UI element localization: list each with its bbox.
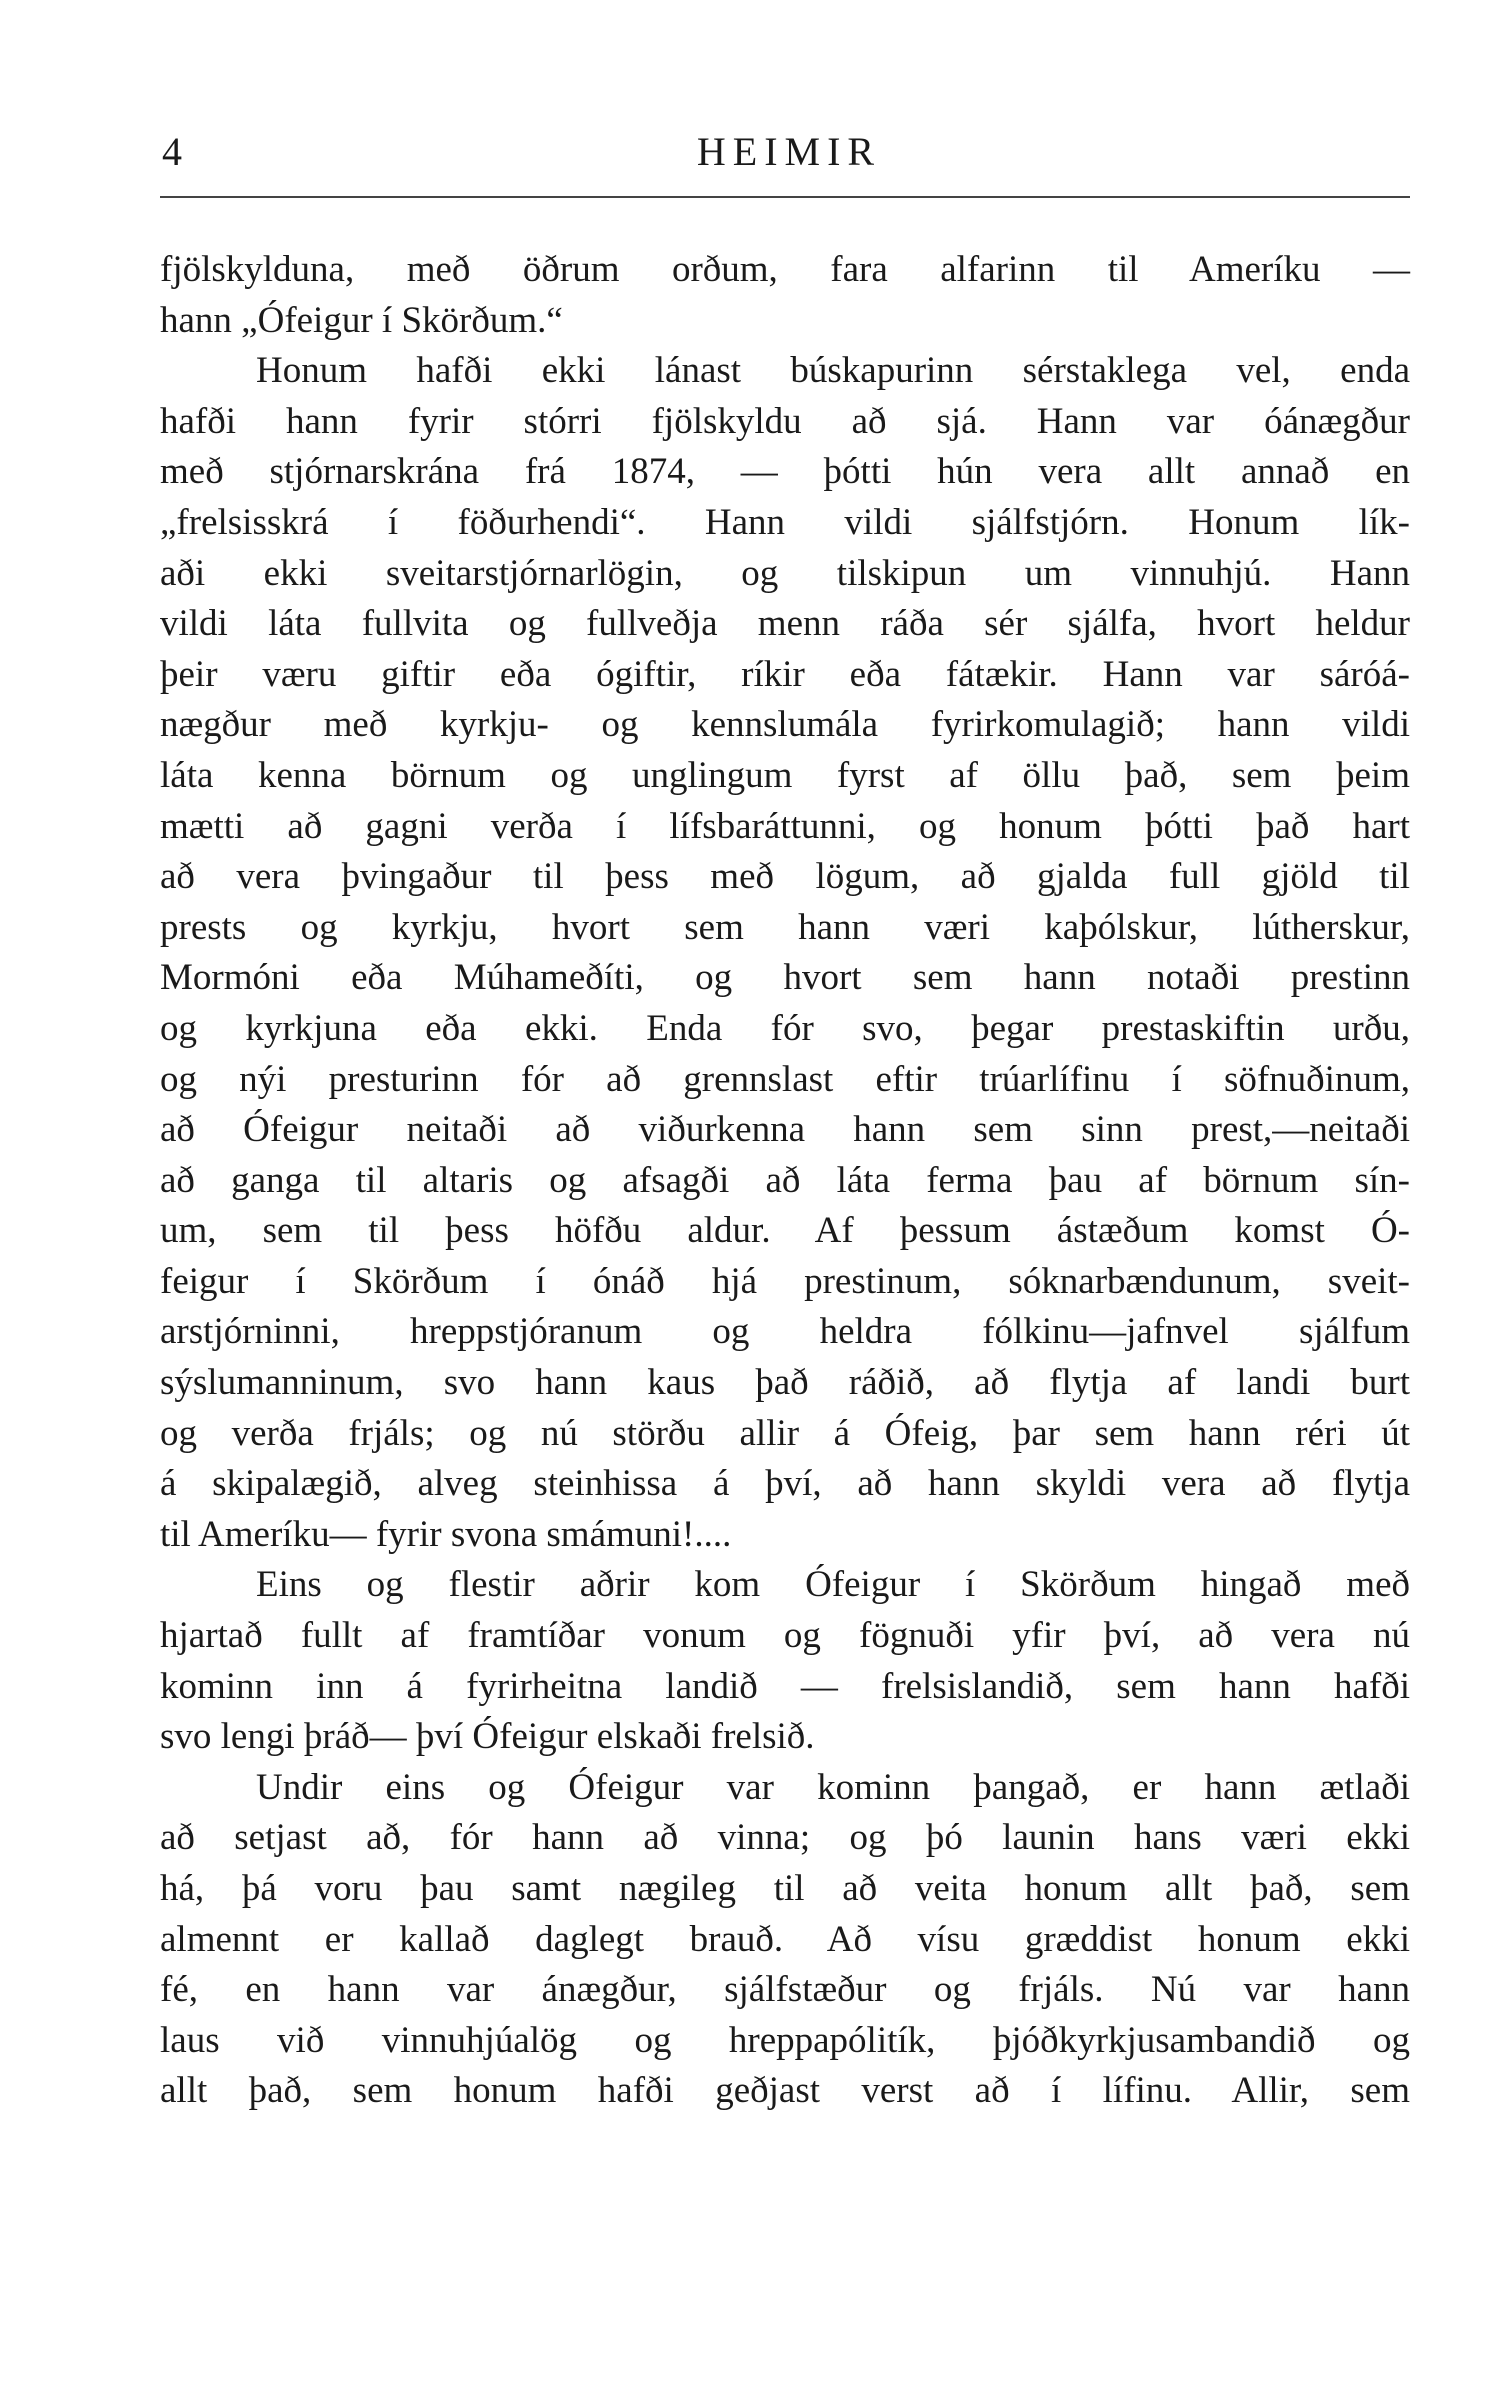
text-line: svo lengi þráð— því Ófeigur elskaði frelsið. (160, 1716, 815, 1758)
text-line: allt það, sem honum hafði geðjast verst að í lífinu. Allir, sem (160, 2070, 1410, 2112)
text-line: þeir væru giftir eða ógiftir, ríkir eða fátækir. Hann var sáróá- (160, 653, 1410, 695)
text-line: feigur í Skörðum í ónáð hjá prestinum, sóknarbændunum, sveit- (160, 1260, 1410, 1302)
text-line: að ganga til altaris og afsagði að láta ferma þau af börnum sín- (160, 1159, 1410, 1201)
text-line: Undir eins og Ófeigur var kominn þangað, er hann ætlaði (256, 1766, 1410, 1808)
text-line: hann „Ófeigur í Skörðum.“ (160, 299, 563, 341)
text-line: hafði hann fyrir stórri fjölskyldu að sjá. Hann var óánægður (160, 400, 1410, 442)
text-line: mætti að gagni verða í lífsbaráttunni, og honum þótti það hart (160, 805, 1410, 847)
body-text (160, 245, 1410, 2117)
text-line: „frelsisskrá í föðurhendi“. Hann vildi sjálfstjórn. Honum lík- (160, 501, 1410, 543)
header-rule (160, 196, 1410, 198)
text-line: kominn inn á fyrirheitna landið — frelsislandið, sem hann hafði (160, 1665, 1410, 1707)
text-line: vildi láta fullvita og fullveðja menn ráða sér sjálfa, hvort heldur (160, 603, 1410, 645)
text-line: að vera þvingaður til þess með lögum, að gjalda full gjöld til (160, 856, 1410, 898)
book-page (160, 120, 1410, 2340)
text-line: sýslumanninum, svo hann kaus það ráðið, að flytja af landi burt (160, 1362, 1410, 1404)
text-line: og kyrkjuna eða ekki. Enda fór svo, þegar prestaskiftin urðu, (160, 1007, 1410, 1049)
text-line: og nýi presturinn fór að grennslast eftir trúarlífinu í söfnuðinum, (160, 1058, 1410, 1100)
text-line: um, sem til þess höfðu aldur. Af þessum ástæðum komst Ó- (160, 1210, 1410, 1252)
text-line: fé, en hann var ánægður, sjálfstæður og frjáls. Nú var hann (160, 1969, 1410, 2011)
text-line: til Ameríku— fyrir svona smámuni!.... (160, 1513, 732, 1555)
text-line: að Ófeigur neitaði að viðurkenna hann sem sinn prest,—neitaði (160, 1109, 1410, 1151)
text-line: aði ekki sveitarstjórnarlögin, og tilskipun um vinnuhjú. Hann (160, 552, 1410, 594)
text-line: Honum hafði ekki lánast búskapurinn sérstaklega vel, enda (256, 350, 1410, 392)
text-line: fjölskylduna, með öðrum orðum, fara alfarinn til Ameríku — (160, 249, 1410, 290)
text-line: laus við vinnuhjúalög og hreppapólitík, þjóðkyrkjusambandið og (160, 2019, 1410, 2061)
text-line: að setjast að, fór hann að vinna; og þó launin hans væri ekki (160, 1817, 1410, 1859)
text-line: hjartað fullt af framtíðar vonum og fögnuði yfir því, að vera nú (160, 1615, 1410, 1657)
page-number: 4 (162, 129, 182, 174)
text-line: nægður með kyrkju- og kennslumála fyrirkomulagið; hann vildi (160, 704, 1410, 746)
text-line: á skipalægið, alveg steinhissa á því, að hann skyldi vera að flytja (160, 1463, 1410, 1505)
text-line: almennt er kallað daglegt brauð. Að vísu græddist honum ekki (160, 1918, 1410, 1960)
text-line: Mormóni eða Múhameðíti, og hvort sem hann notaði prestinn (160, 957, 1410, 999)
text-line: há, þá voru þau samt nægileg til að veita honum allt það, sem (160, 1868, 1410, 1909)
text-line: og verða frjáls; og nú störðu allir á Ófeig, þar sem hann réri út (160, 1412, 1410, 1454)
text-line: prests og kyrkju, hvort sem hann væri kaþólskur, lútherskur, (160, 906, 1410, 948)
text-line: Eins og flestir aðrir kom Ófeigur í Skörðum hingað með (256, 1564, 1410, 1606)
running-head (160, 120, 1410, 180)
text-line: arstjórninni, hreppstjóranum og heldra fólkinu—jafnvel sjálfum (160, 1311, 1410, 1353)
text-line: með stjórnarskrána frá 1874, — þótti hún vera allt annað en (160, 451, 1410, 493)
text-line: láta kenna börnum og unglingum fyrst af öllu það, sem þeim (160, 754, 1410, 796)
journal-title: HEIMIR (696, 129, 882, 174)
